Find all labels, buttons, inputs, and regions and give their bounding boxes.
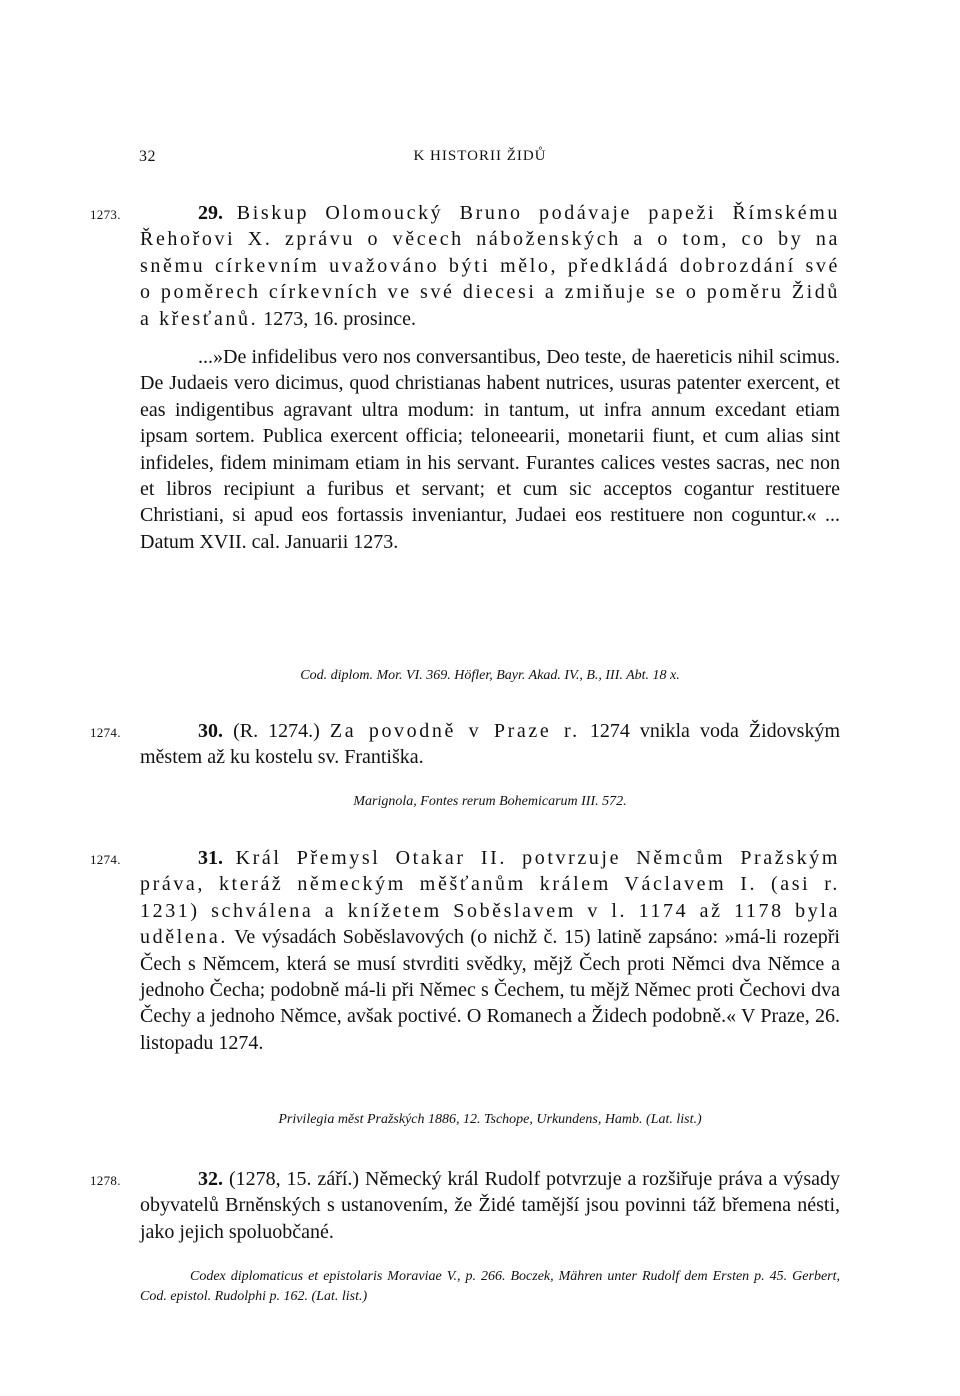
entry-heading-tail: 1273, 16. prosince. — [263, 307, 416, 330]
entry-heading — [140, 200, 840, 332]
entry-year: 1273. — [90, 207, 121, 222]
entry-heading — [140, 1166, 840, 1245]
entry-prefix: (R. 1274.) — [233, 720, 320, 742]
entry-source: Marignola, Fontes rerum Bohemicarum III. 572. — [353, 794, 627, 809]
entry-30 — [90, 718, 841, 771]
entry-year: 1274. — [90, 725, 121, 740]
entry-heading-tail: (1278, 15. září.) Německý král Rudolf potvrzuje a rozšiřuje práva a výsady obyvatelů Brněnských s ustanovením, že Židé tamější jsou povinni táž břemena nésti, jako jejich spoluobčané. — [140, 1168, 841, 1243]
entry-heading — [140, 845, 840, 1056]
running-head: K HISTORII ŽIDŮ — [413, 148, 547, 164]
entry-31 — [90, 845, 840, 1056]
entry-number: 29. — [198, 202, 223, 224]
entry-29 — [90, 200, 841, 555]
entry-number: 31. — [198, 847, 223, 869]
entry-source: Cod. diplom. Mor. VI. 369. Höfler, Bayr. Akad. IV., B., III. Abt. 18 x. — [300, 668, 680, 683]
entry-source: Codex diplomaticus et epistolaris Moraviae V., p. 266. Boczek, Mähren unter Rudolf dem Ersten p. 45. Gerbert, Cod. epistol. Rudolphi p. 162. (Lat. list.) — [140, 1269, 840, 1304]
entry-heading-tail: 1274 vnikla voda Židovským městem až ku kostelu sv. Františka. — [140, 720, 841, 769]
entry-heading-spaced: Za povodně v Praze r. — [329, 720, 580, 742]
page-number: 32 — [139, 148, 156, 165]
entry-heading-spaced: Biskup Olomoucký Bruno podávaje papeži Římskému Řehořovi X. zprávu o věcech náboženských a o tom, co by na sněmu církevním uvažováno býti mělo, předkládá dobrozdání své o poměrech církevních ve své diecesi a zmiňuje se o poměru Židů a křesťanů. — [140, 202, 841, 330]
entry-number: 30. — [198, 720, 223, 742]
entry-quote: ...»De infidelibus vero nos conversantibus, Deo teste, de haereticis nihil scimus. De Judaeis vero dicimus, quod christianas habent nutrices, usuras patenter exercent, et eas indigentibus agravant ultra modum: in tantum, ut infra annum excedant etiam ipsam sortem. Publica exercent officia; teloneearii, monetarii fiunt, et cum alias sint infideles, fidem minimam etiam in his servant. Furantes calices vestes sacras, nec non et libros recipiunt a furibus et servant; et cum sic acceptos cogantur restituere Christiani, si apud eos fortassis inveniantur, Judaei eos restituere non coguntur.« ... Datum XVII. cal. Januarii 1273. — [140, 346, 840, 553]
entry-year: 1278. — [90, 1173, 121, 1188]
entry-heading — [140, 718, 840, 771]
entry-heading-spaced: Král Přemysl Otakar II. potvrzuje Němcům Pražským práva, kteráž německým měšťanům králem Václavem I. (asi r. 1231) schválena a knížetem Soběslavem v l. 1174 až 1178 byla udělena. — [140, 847, 840, 949]
entry-source: Privilegia měst Pražských 1886, 12. Tschope, Urkundens, Hamb. (Lat. list.) — [278, 1112, 702, 1127]
entry-year: 1274. — [90, 852, 121, 867]
entry-number: 32. — [198, 1168, 223, 1190]
entry-32 — [90, 1166, 841, 1245]
entry-heading-tail: Ve výsadách Soběslavových (o nichž č. 15) latině zapsáno: »má-li rozepři Čech s Němcem, která se musí stvrditi svědky, mějž Čech proti Němci dva Němce a jednoho Čecha; podobně má-li při Němec s Čechem, tu mějž Němec proti Čechovi dva Čechy a jednoho Němce, avšak poctivé. O Romanech a Židech podobně.« V Praze, 26. listopadu 1274. — [140, 926, 840, 1054]
